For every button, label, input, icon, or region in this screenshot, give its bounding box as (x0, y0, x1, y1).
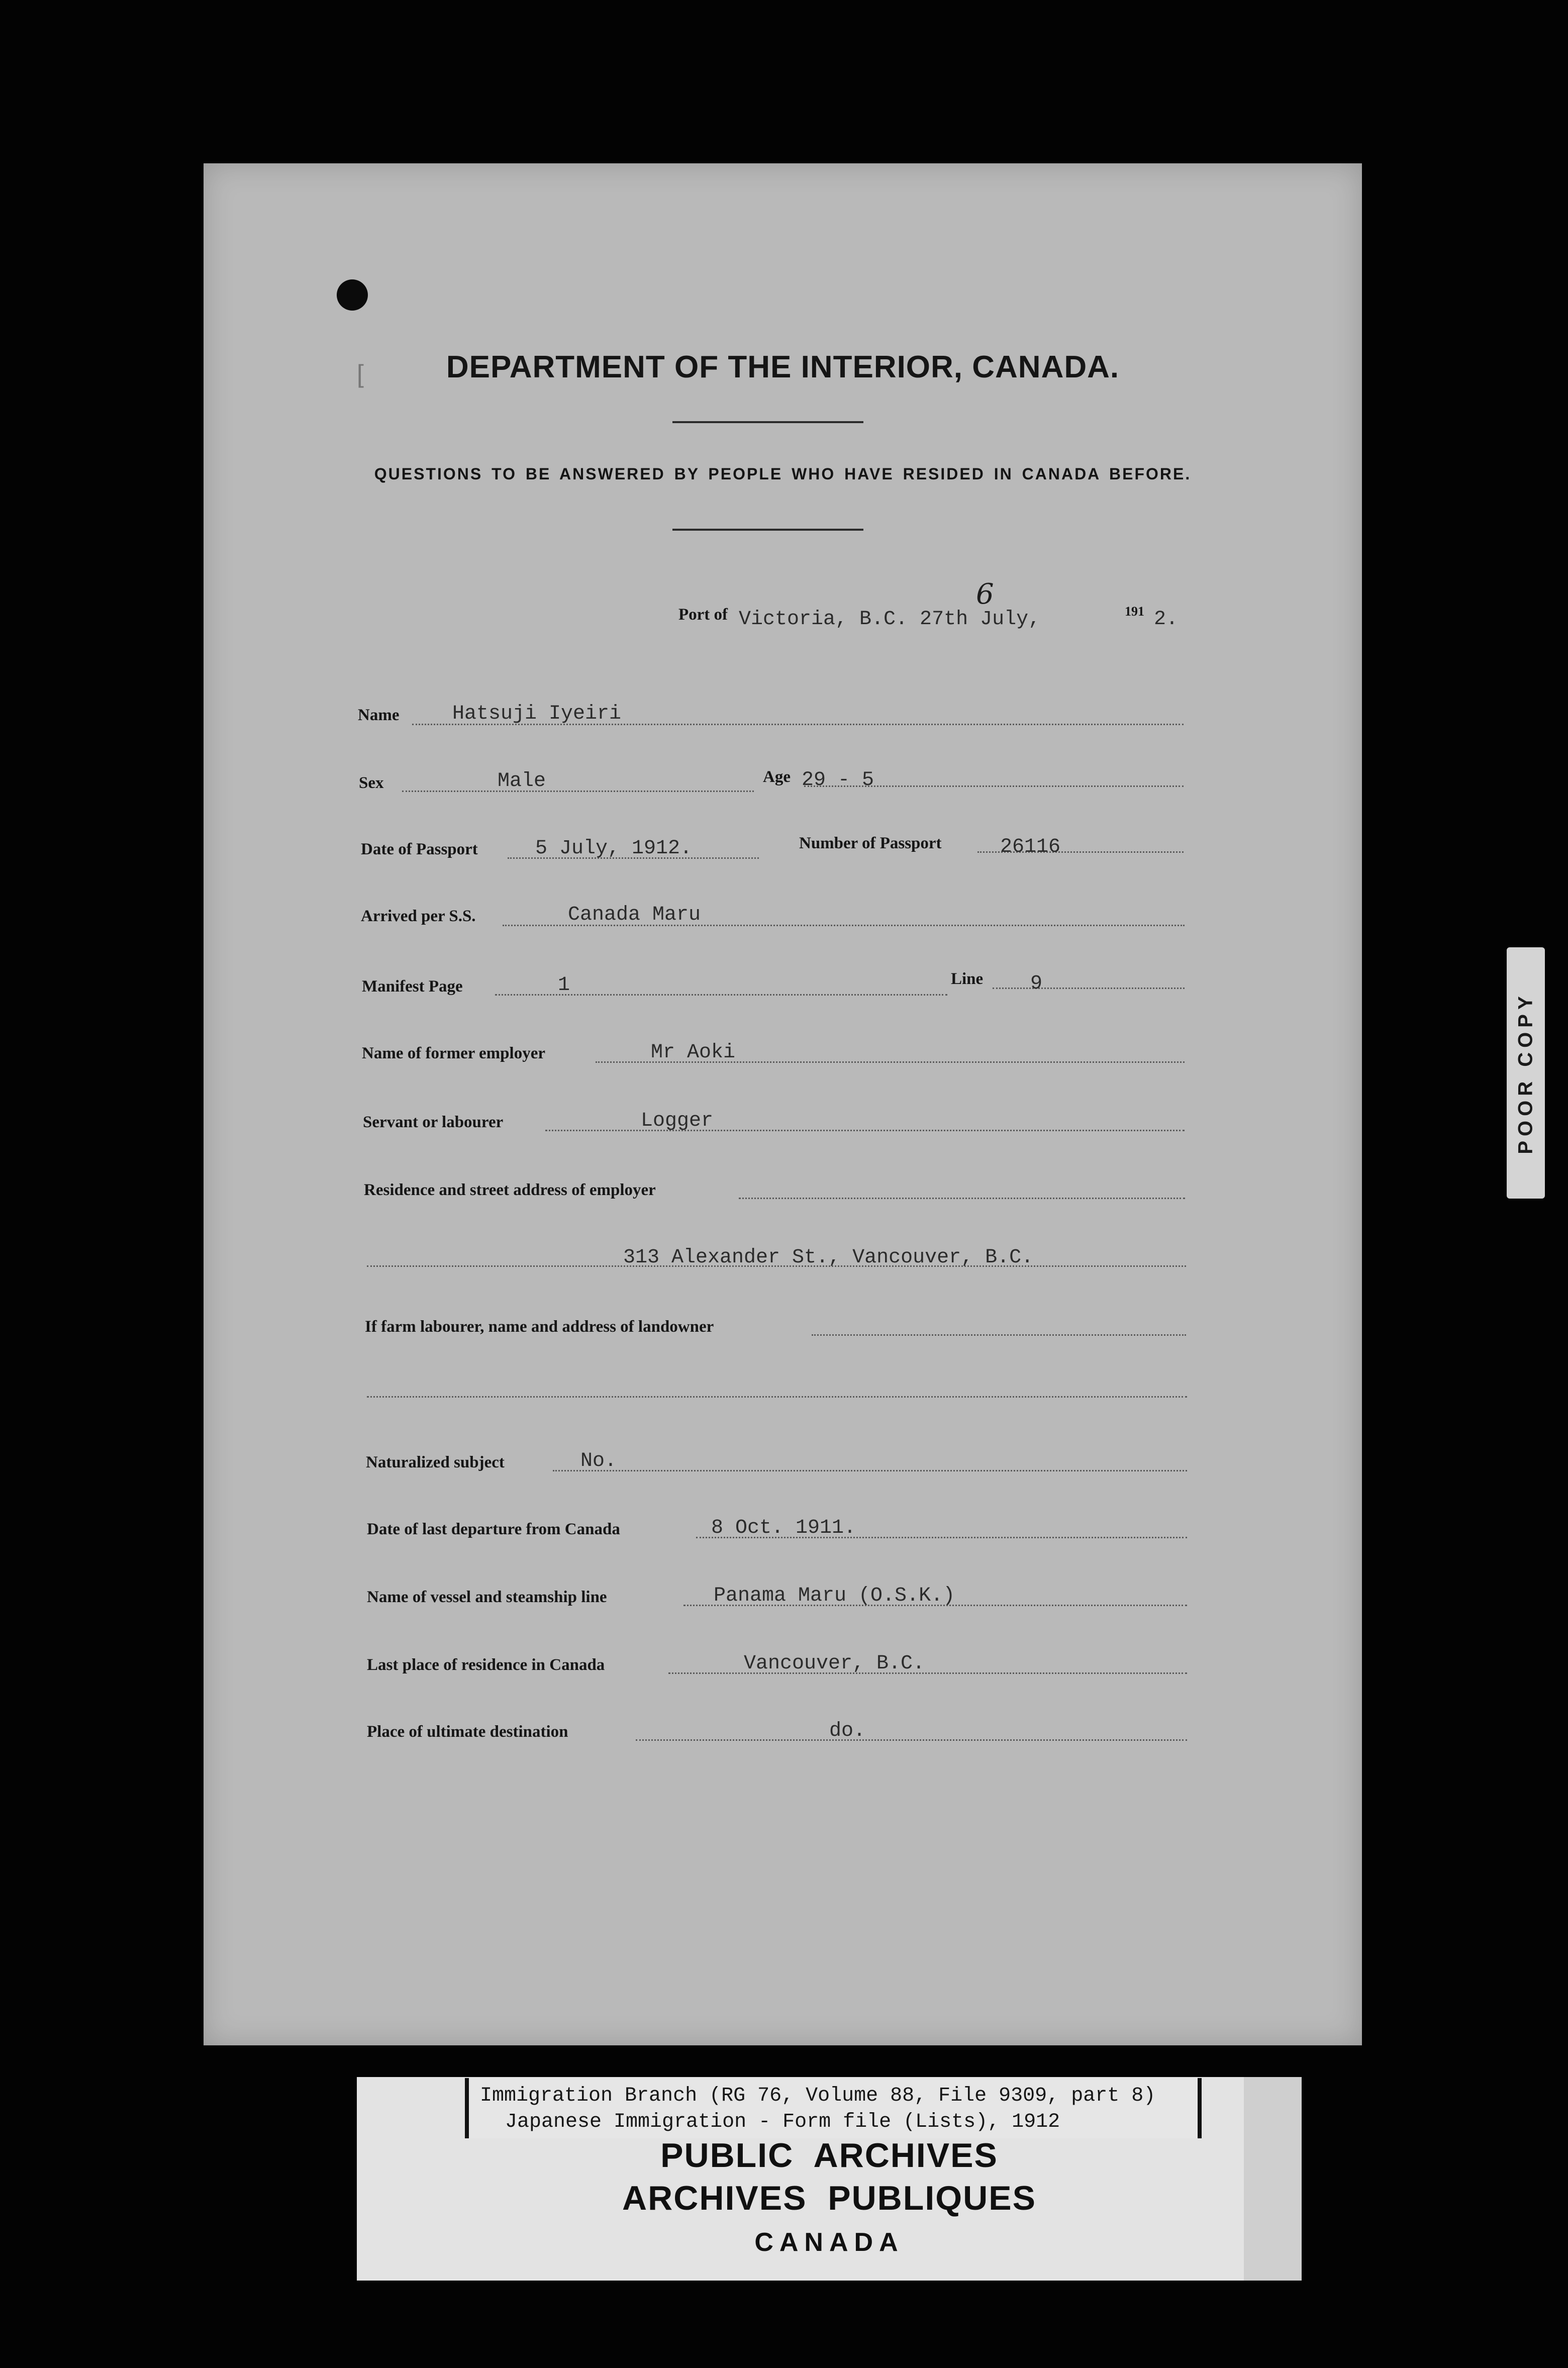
form-subtitle: QUESTIONS TO BE ANSWERED BY PEOPLE WHO HAVE RESIDED IN CANADA BEFORE. (374, 465, 1192, 483)
line-number-line (993, 988, 1185, 989)
arrived-value: Canada Maru (568, 904, 701, 926)
farm-labourer-line-1 (812, 1334, 1186, 1336)
line-value: 9 (1030, 972, 1043, 995)
passport-number-value: 26116 (1000, 836, 1061, 858)
last-residence-label: Last place of residence in Canada (367, 1656, 605, 1674)
margin-bracket-mark: [ (357, 360, 364, 388)
department-title: DEPARTMENT OF THE INTERIOR, CANADA. (446, 350, 1120, 384)
name-value: Hatsuji Iyeiri (452, 703, 622, 725)
manifest-page-value: 1 (558, 974, 570, 997)
age-label: Age (763, 768, 791, 786)
port-label: Port of (678, 606, 728, 624)
farm-labourer-line-2 (367, 1396, 1187, 1398)
employer-address-value: 313 Alexander St., Vancouver, B.C. (623, 1246, 1034, 1269)
punch-hole (337, 279, 368, 311)
year-suffix: 2. (1154, 608, 1179, 631)
archive-country: CANADA (754, 2228, 904, 2257)
sex-value: Male (498, 770, 546, 793)
sex-line (402, 791, 754, 792)
passport-date-label: Date of Passport (361, 840, 478, 858)
naturalized-line (553, 1470, 1187, 1471)
last-departure-label: Date of last departure from Canada (367, 1520, 620, 1538)
arrived-label: Arrived per S.S. (361, 907, 476, 925)
destination-value: do. (829, 1720, 866, 1742)
vessel-value: Panama Maru (O.S.K.) (714, 1585, 955, 1607)
line-label: Line (951, 970, 984, 988)
destination-label: Place of ultimate destination (367, 1723, 568, 1741)
archive-reference-line-1: Immigration Branch (RG 76, Volume 88, File 9309, part 8) (480, 2085, 1156, 2107)
former-employer-value: Mr Aoki (651, 1041, 736, 1064)
poor-copy-text: POOR COPY (1514, 992, 1537, 1154)
year-prefix: 191 (1125, 604, 1144, 619)
naturalized-value: No. (580, 1450, 617, 1472)
name-label: Name (358, 706, 400, 724)
sex-label: Sex (359, 774, 384, 792)
archive-reference-line-2: Japanese Immigration - Form file (Lists), 1912 (505, 2111, 1060, 2133)
passport-number-label: Number of Passport (799, 834, 942, 852)
employer-address-label: Residence and street address of employer (364, 1181, 656, 1199)
servant-labourer-value: Logger (641, 1110, 714, 1132)
age-value: 29 - 5 (802, 769, 874, 792)
poor-copy-label (1507, 947, 1545, 1199)
last-residence-value: Vancouver, B.C. (744, 1652, 925, 1675)
naturalized-label: Naturalized subject (366, 1453, 505, 1471)
title-divider (672, 421, 863, 423)
servant-labourer-label: Servant or labourer (363, 1113, 504, 1131)
port-value: Victoria, B.C. 27th July, (739, 608, 1041, 631)
manifest-page-label: Manifest Page (362, 977, 463, 996)
employer-address-line-1 (739, 1198, 1185, 1199)
archive-line-french: ARCHIVES PUBLIQUES (622, 2179, 1036, 2217)
subtitle-divider (672, 529, 863, 531)
handwritten-date-correction: 6 (976, 578, 994, 611)
farm-labourer-label: If farm labourer, name and address of landowner (365, 1318, 714, 1336)
passport-date-value: 5 July, 1912. (535, 837, 693, 860)
last-departure-value: 8 Oct. 1911. (711, 1517, 856, 1539)
form-sheet (204, 163, 1362, 2045)
destination-line (636, 1739, 1187, 1741)
former-employer-label: Name of former employer (362, 1044, 545, 1062)
vessel-label: Name of vessel and steamship line (367, 1588, 607, 1606)
archive-line-english: PUBLIC ARCHIVES (660, 2136, 998, 2175)
